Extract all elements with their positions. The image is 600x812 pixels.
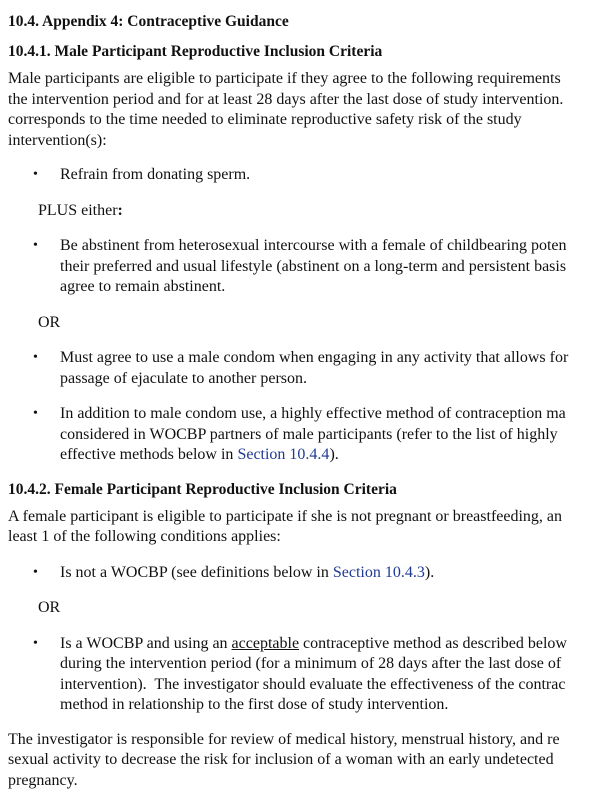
or-label: OR bbox=[38, 313, 61, 331]
bullet-icon: • bbox=[33, 564, 38, 580]
section-10-4-4-link[interactable]: Section 10.4.4 bbox=[237, 446, 330, 463]
or-label: OR bbox=[38, 599, 61, 616]
paragraph-line: corresponds to the time needed to eliminate reproductive safety risk of the study bbox=[8, 111, 522, 128]
bullet-item-condom bbox=[8, 348, 600, 389]
bullet-item-not-wocbp bbox=[8, 563, 600, 584]
paragraph-line: pregnancy. bbox=[8, 771, 78, 789]
bullet-text: agree to remain abstinent. bbox=[60, 278, 226, 295]
bullet-text: their preferred and usual lifestyle (abstinent on a long-term and persistent basis bbox=[60, 257, 567, 275]
plus-colon: : bbox=[117, 201, 123, 219]
paragraph-line: least 1 of the following conditions applies: bbox=[8, 528, 281, 545]
bullet-text bbox=[60, 563, 600, 584]
plus-either-label bbox=[8, 201, 600, 222]
bullet-text: In addition to male condom use, a highly effective method of contraception ma bbox=[60, 405, 566, 422]
bullet-icon: • bbox=[33, 238, 38, 253]
paragraph-line: The investigator is responsible for review of medical history, menstrual history, and re bbox=[8, 730, 560, 748]
bullet-item-abstinent bbox=[8, 236, 600, 298]
bullet-text: considered in WOCBP partners of male participants (refer to the list of highly bbox=[60, 425, 558, 443]
female-criteria-heading: 10.4.2. Female Participant Reproductive Inclusion Criteria bbox=[8, 480, 397, 498]
text-run: ). bbox=[424, 563, 435, 581]
bullet-text: during the intervention period (for a minimum of 28 days after the last dose of bbox=[60, 655, 562, 672]
paragraph-line: the intervention period and for at least 28 days after the last dose of study intervention. bbox=[8, 90, 564, 108]
text-run: Is not a WOCBP (see definitions below in bbox=[60, 563, 333, 581]
bullet-text bbox=[60, 445, 600, 466]
text-run: contraceptive method as described below bbox=[299, 634, 567, 652]
bullet-item-additional-method bbox=[8, 404, 600, 466]
acceptable-underlined-text: acceptable bbox=[231, 634, 300, 652]
bullet-item-sperm bbox=[8, 165, 600, 186]
text-run: effective methods below in bbox=[60, 446, 238, 463]
male-criteria-heading: 10.4.1. Male Participant Reproductive Inclusion Criteria bbox=[8, 43, 383, 60]
bullet-icon: • bbox=[33, 350, 38, 365]
bullet-icon: • bbox=[33, 406, 38, 421]
bullet-text bbox=[60, 634, 600, 655]
paragraph-line: A female participant is eligible to participate if she is not pregnant or breastfeeding, an bbox=[8, 507, 563, 525]
section-10-4-3-link[interactable]: Section 10.4.3 bbox=[332, 563, 425, 581]
bullet-text: method in relationship to the first dose of study intervention. bbox=[60, 696, 449, 713]
male-intro-paragraph bbox=[8, 69, 600, 151]
text-run: Is a WOCBP and using an bbox=[60, 634, 232, 652]
text-run: ). bbox=[329, 446, 339, 463]
paragraph-line: sexual activity to decrease the risk for inclusion of a woman with an early undetected bbox=[8, 751, 554, 768]
bullet-text: passage of ejaculate to another person. bbox=[60, 369, 308, 387]
bullet-text: Must agree to use a male condom when engaging in any activity that allows for bbox=[60, 349, 569, 366]
document-page bbox=[8, 12, 600, 791]
investigator-paragraph bbox=[8, 730, 600, 792]
paragraph-line: intervention(s): bbox=[8, 131, 107, 149]
female-intro-paragraph bbox=[8, 507, 600, 548]
bullet-text: intervention). The investigator should evaluate the effectiveness of the contrac bbox=[60, 675, 566, 693]
bullet-item-wocbp bbox=[8, 634, 600, 716]
bullet-text: Be abstinent from heterosexual intercourse with a female of childbearing poten bbox=[60, 237, 567, 254]
bullet-icon: • bbox=[33, 167, 38, 182]
bullet-text: Refrain from donating sperm. bbox=[60, 166, 251, 183]
plus-text: PLUS either bbox=[38, 201, 118, 219]
paragraph-line: Male participants are eligible to participate if they agree to the following requirements bbox=[8, 70, 561, 87]
appendix-heading: 10.4. Appendix 4: Contraceptive Guidance bbox=[8, 13, 289, 30]
bullet-icon: • bbox=[33, 635, 38, 651]
